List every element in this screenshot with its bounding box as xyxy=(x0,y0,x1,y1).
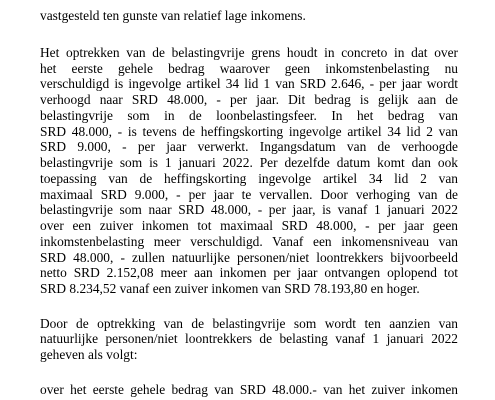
paragraph-line: toepassing van de heffingskorting ingevolge artikel 34 lid 2 van xyxy=(40,170,458,186)
paragraph-line: SRD 8.234,52 vanaf een zuiver inkomen van SRD 78.193,80 en hoger. xyxy=(40,281,420,297)
paragraph-line: verschuldigd is ingevolge artikel 34 lid 1 van SRD 2.646, - per jaar wordt xyxy=(40,76,458,92)
paragraph-line: over het eerste gehele bedrag van SRD 48.000.- van het zuiver inkomen xyxy=(40,381,458,397)
paragraph-line: het eerste gehele bedrag waarover geen inkomstenbelasting nu xyxy=(40,60,458,76)
paragraph-line: inkomstenbelasting meer verschuldigd. Vanaf een inkomensniveau van xyxy=(40,233,458,249)
paragraph-line: Door de optrekking van de belastingvrije som wordt ten aanzien van xyxy=(40,315,458,331)
paragraph-line: netto SRD 2.152,08 meer aan inkomen per jaar ontvangen oplopend tot xyxy=(40,265,458,281)
paragraph-line: SRD 9.000, - per jaar verwerkt. Ingangsdatum van de verhoogde xyxy=(40,139,458,155)
paragraph-line: Het optrekken van de belastingvrije grens houdt in concreto in dat over xyxy=(40,44,458,60)
paragraph-line: natuurlijke personen/niet loontrekkers de belasting vanaf 1 januari 2022 xyxy=(40,331,458,347)
paragraph-line: SRD 48.000, - is tevens de heffingskorting ingevolge artikel 34 lid 2 van xyxy=(40,123,458,139)
paragraph-line: over een zuiver inkomen tot maximaal SRD 48.000, - per jaar geen xyxy=(40,218,458,234)
paragraph-line: verhoogd naar SRD 48.000, - per jaar. Dit bedrag is gelijk aan de xyxy=(40,92,458,108)
paragraph-line: belastingvrije som in de loonbelastingsfeer. In het bedrag van xyxy=(40,107,458,123)
paragraph-line: maximaal SRD 9.000, - per jaar te vervallen. Door verhoging van de xyxy=(40,186,458,202)
paragraph-line: vastgesteld ten gunste van relatief lage inkomens. xyxy=(40,8,306,23)
paragraph-line: belastingvrije som naar SRD 48.000, - per jaar, is vanaf 1 januari 2022 xyxy=(40,202,458,218)
paragraph-line: geheven als volgt: xyxy=(40,347,138,363)
paragraph-line: belastingvrije som is 1 januari 2022. Per dezelfde datum komt dan ook xyxy=(40,155,458,171)
paragraph-line: SRD 48.000, - zullen natuurlijke personen/niet loontrekkers bijvoorbeeld xyxy=(40,249,458,265)
